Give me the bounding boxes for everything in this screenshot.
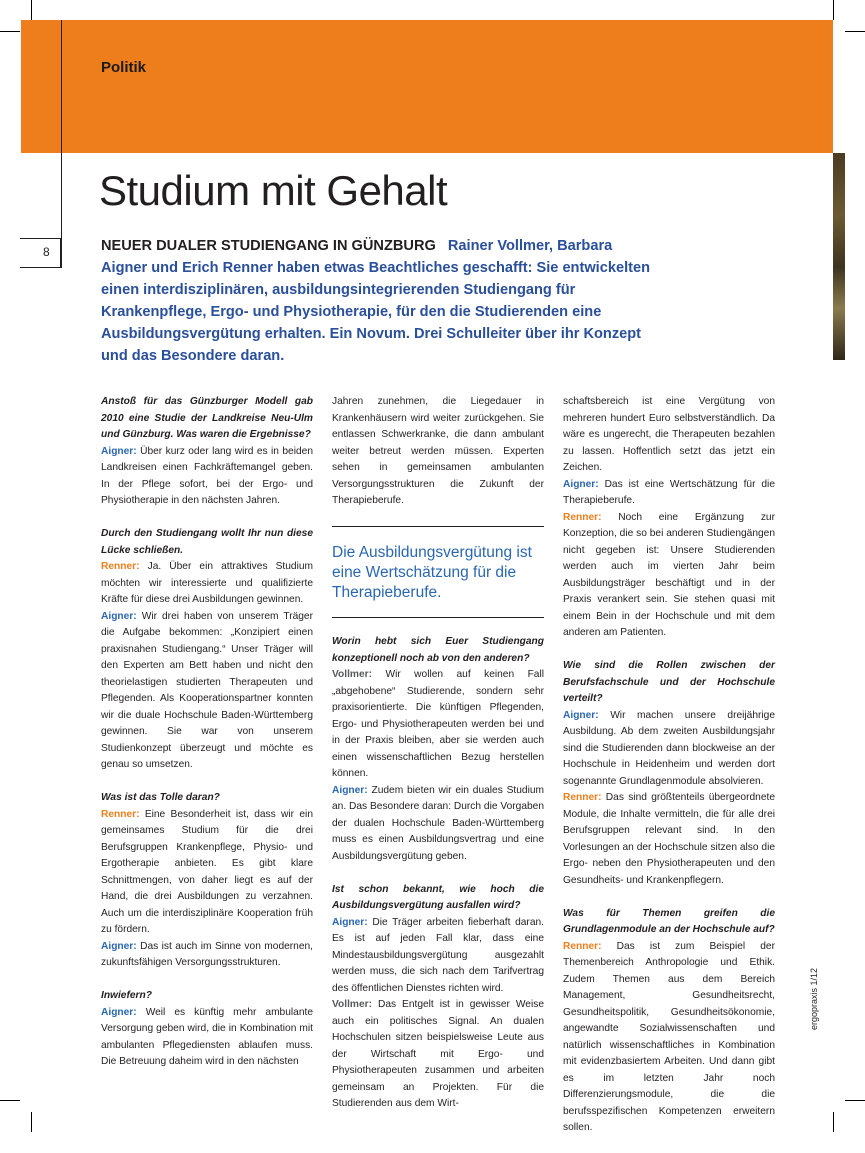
interview-block: [101, 394, 313, 510]
interview-block: [563, 394, 775, 642]
crop-mark: [31, 0, 32, 20]
speaker-vollmer: Vollmer:: [332, 999, 373, 1010]
answer-continued: Jahren zunehmen, die Liegedauer in Krankenhäusern wird weiter zurückgehen. Sie entlassen Schwerkranke, die dann ambulant weiter betreut werden müssen. Experten sehen in gemeinsamen ambulanten Versorgungsstrukturen die Zukunft der Therapieberufe.: [332, 396, 544, 506]
interview-block: [332, 634, 544, 865]
answer: Über kurz oder lang wird es in beiden Landkreisen einen Fachkräftemangel geben. In der Pflege sofort, bei der Ergo- und Physiotherapie in den nächsten Jahren.: [101, 445, 313, 506]
answer-continued: schaftsbereich ist eine Vergütung von mehreren hundert Euro selbstverständlich. Da wäre es ungerecht, die Therapeuten bezahlen zu lassen. Hoffentlich setzt das jetzt ein Zeichen.: [563, 396, 775, 473]
interview-block: [563, 658, 775, 889]
speaker-renner: Renner:: [101, 808, 140, 820]
text-column-2: [332, 394, 544, 1129]
answer: Noch eine Ergänzung zur Konzeption, die so bei anderen Studiengängen nicht gegeben ist: Unsere Studierenden werden auch im vierten Jahr beim Ausbildungsträger beschäftigt und in der Praxis verankert sein. Sie stehen quasi mit einem Bein in der Hochschule und mit dem anderen am Patienten.: [563, 511, 775, 638]
crop-mark: [845, 31, 865, 32]
article-title: Studium mit Gehalt: [99, 167, 448, 214]
speaker-aigner: Aigner:: [101, 940, 137, 952]
answer: Wir wollen auf keinen Fall „abgehobene“ Studierende, sondern sehr praxisorientierte. Die künftigen Pflegenden, Ergo- und Physiotherapeuten werden bei und in der Praxis bleiben, aber sie werden auch einen wissenschaftlichen Bezug herstellen können.: [332, 669, 544, 779]
interview-block: [332, 882, 544, 1113]
question: Inwiefern?: [101, 990, 152, 1001]
answer: Zudem bieten wir ein duales Studium an. Das Besondere daran: Durch die Vorgaben der dualen Hochschule Baden-Württemberg muss es einen Ausbildungsvertrag und eine Ausbildungsvergütung geben.: [332, 784, 544, 862]
crop-mark: [0, 31, 20, 32]
crop-mark: [833, 1112, 834, 1132]
question: Ist schon bekannt, wie hoch die Ausbildungsvergütung ausfallen wird?: [332, 883, 544, 911]
question: Was ist das Tolle daran?: [101, 792, 220, 803]
pull-quote: Die Ausbildungsvergütung ist eine Wertschätzung für die Therapieberufe.: [332, 526, 544, 618]
speaker-aigner: Aigner:: [101, 445, 137, 457]
interview-block: [101, 526, 313, 774]
page-number-box: [20, 238, 61, 268]
question: Worin hebt sich Euer Studiengang konzeptionell noch ab von den anderen?: [332, 636, 544, 664]
answer: Das Entgelt ist in gewisser Weise auch ein politisches Signal. An dualen Hochschulen sitzen beispielsweise Leute aus der Wirtschaft mit Ergo- und Physiotherapeuten zusammen und arbeiten gemeinsam an Projekten. Für die Studierenden aus dem Wirt-: [332, 999, 544, 1109]
speaker-renner: Renner:: [563, 511, 602, 523]
answer: Das ist auch im Sinne von modernen, zukunftsfähigen Versorgungsstrukturen.: [101, 940, 313, 968]
speaker-vollmer: Vollmer:: [332, 669, 373, 680]
answer: Wir drei haben von unserem Träger die Aufgabe bekommen: „Konzipiert einen praxisnahen Studiengang.“ Unser Träger will den Experten am Bett haben und nicht den theorielastigen studierten Therapeuten und Pflegenden. Als Kooperationspartner konnten wir die duale Hochschule Baden-Württemberg gewinnen. Sie war von unserem Studienkonzept überzeugt und möchte es genau so umsetzen.: [101, 610, 313, 770]
answer: Weil es künftig mehr ambulante Versorgung geben wird, die in Kombination mit ambulanten Pflegediensten ablaufen muss. Die Betreuung daheim wird in den nächsten: [101, 1006, 313, 1067]
question: Durch den Studiengang wollt Ihr nun diese Lücke schließen.: [101, 528, 313, 556]
speaker-renner: Renner:: [563, 940, 602, 952]
question: Wie sind die Rollen zwischen der Berufsfachschule und der Hochschule verteilt?: [563, 660, 775, 704]
speaker-aigner: Aigner:: [563, 478, 599, 490]
answer: Das ist zum Beispiel der Themenbereich Anthropologie und Ethik. Zudem Themen aus dem Bereich Management, Gesundheitsrecht, Gesundheitspolitik, Gesundheitsökonomie, angewandte Sozialwissenschaften und natürlich wissenschaftliches in Kombination mit evidenzbasiertem Arbeiten. Und dann gibt es im letzten Jahr noch Differenzierungsmodule, die die berufsspezifischen Kompetenzen erweitern sollen.: [563, 940, 775, 1133]
crop-mark: [845, 1100, 865, 1101]
page-number: 8: [43, 245, 50, 259]
article-kicker: NEUER DUALER STUDIENGANG IN GÜNZBURG: [101, 238, 436, 254]
interview-block: [101, 988, 313, 1071]
margin-rule: [61, 20, 62, 268]
crop-mark: [833, 0, 834, 20]
answer: Die Träger arbeiten fieberhaft daran. Es ist auf jeden Fall klar, dass eine Mindestausbildungsvergütung ausgezahlt werden muss, die sich nach dem Tarifvertrag des öffentlichen Dienstes richten wird.: [332, 916, 544, 994]
text-column-3: [563, 394, 775, 1153]
speaker-aigner: Aigner:: [332, 784, 368, 796]
speaker-aigner: Aigner:: [101, 610, 137, 622]
header-banner: [21, 20, 833, 153]
crop-mark: [31, 1112, 32, 1132]
answer: Das sind größtenteils übergeordnete Module, die Inhalte vermitteln, die für alle drei Berufsgruppen relevant sind. In den Vorlesungen an der Hochschule sitzen also die Ergo- neben den Physiotherapeuten und den Gesundheits- und Krankenpflegern.: [563, 792, 775, 886]
answer: Wir machen unsere dreijährige Ausbildung. Ab dem zweiten Ausbildungsjahr sind die Studierenden dann blockweise an der Hochschule in Heidenheim und werden dort sogenannte Grundlagenmodule absolvieren.: [563, 709, 775, 787]
speaker-renner: Renner:: [563, 792, 602, 803]
speaker-aigner: Aigner:: [563, 709, 599, 721]
article-lead: [101, 235, 661, 367]
answer: Ja. Über ein attraktives Studium möchten wir interessierte und qualifizierte Kräfte für diese drei Ausbildungen gewinnen.: [101, 561, 313, 605]
speaker-aigner: Aigner:: [332, 916, 368, 928]
section-label: Politik: [101, 59, 147, 76]
photo-strip: [833, 153, 845, 360]
question: Was für Themen greifen die Grundlagenmodule an der Hochschule auf?: [563, 907, 775, 935]
speaker-aigner: Aigner:: [101, 1006, 137, 1018]
speaker-renner: Renner:: [101, 561, 140, 572]
text-column-1: [101, 394, 313, 1087]
interview-block: [101, 790, 313, 972]
crop-mark: [0, 1100, 20, 1101]
lead-text: Rainer Vollmer, Barbara Aigner und Erich Renner haben etwas Beachtliches geschafft: Sie entwickelten einen interdisziplinären, ausbildungsintegrierenden Studiengang für Krankenpflege, Ergo- und Physiotherapie, für den die Studierenden eine Ausbildungsvergütung erhalten. Ein Novum. Drei Schulleiter über ihr Konzept und das Besondere daran.: [101, 238, 651, 364]
interview-block: [563, 906, 775, 1137]
question: Anstoß für das Günzburger Modell gab 2010 eine Studie der Landkreise Neu-Ulm und Günzburg. Was waren die Ergebnisse?: [101, 396, 313, 440]
answer: Das ist eine Wertschätzung für die Therapieberufe.: [563, 478, 775, 506]
journal-footer: ergopraxis 1/12: [809, 967, 819, 1030]
answer: Eine Besonderheit ist, dass wir ein gemeinsames Studium für die drei Berufsgruppen Krankenpflege, Physio- und Ergotherapie anbieten. Es gibt klare Schnittmengen, von daher liegt es auf der Hand, die drei Ausbildungen zu verzahnen. Auch um die interdisziplinäre Kooperation früh zu fördern.: [101, 808, 313, 935]
